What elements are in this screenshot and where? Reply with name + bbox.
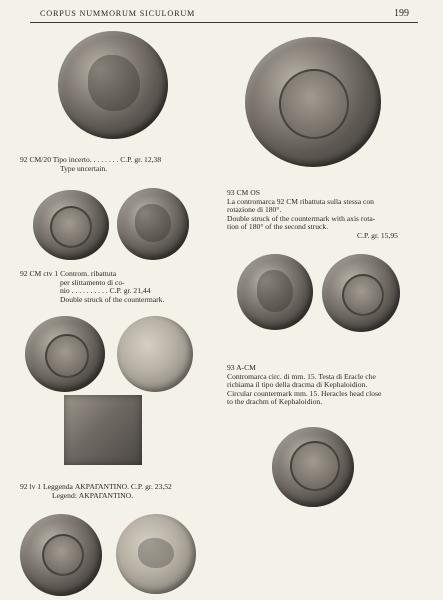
caption-92lv [20,483,172,500]
caption-line: to the drachm of Kephaloidion. [227,397,323,407]
caption-line: 93 CM OS [227,188,260,197]
caption-line: Type uncertain. [60,163,108,173]
caption-line: 92 lv 1 Leggenda ΑΚΡΑΓΑΝΤΙΝΟ. C.P. gr. 23,52 [20,482,172,491]
caption-93cmos [227,189,398,241]
caption-93acm [227,364,381,407]
coin-92cm20 [58,31,168,139]
caption-line: Legend: ΑΚΡΑΓΑΝΤΙΝΟ. [52,490,133,500]
coin-row3-right [117,316,193,392]
caption-line: 92 CM/20 Tipo incerto. . . . . . . . C.P. gr. 12,38 [20,155,162,164]
caption-line: Double struck of the countermark with axis rota- [227,213,376,223]
page-number: 199 [394,8,409,19]
caption-line: La contromarca 92 CM ribattuta sulla stessa con [227,196,374,206]
coin-row3-left [25,316,105,392]
caption-line: rotazione di 180°. [227,205,282,215]
coin-92lv-obverse [20,514,102,596]
coin-92lv-reverse [116,514,196,594]
running-header-title: CORPUS NUMMORUM SICULORUM [40,9,196,18]
countermark-enlargement [64,395,142,465]
coin-92cmctv-obverse [33,190,109,260]
caption-line: Circular countermark mm. 15. Heracles head close [227,388,382,398]
caption-line: C.P. gr. 15,95 [357,230,398,240]
coin-92cmctv-reverse [117,188,189,260]
header-rule [30,22,418,23]
caption-92cm20 [20,156,161,173]
caption-line: nio . . . . . . . . . . C.P. gr. 21,44 [60,286,151,296]
coin-93cmos-obverse [237,254,313,330]
caption-line: 93 A-CM [227,363,256,372]
caption-line: tion of 180° of the second struck. [227,222,329,232]
coin-93cmos-reverse [322,254,400,332]
caption-line: 92 CM ctv 1 Controm. ribattuta [20,269,117,278]
caption-92cmctv [20,270,164,304]
coin-93acm [272,427,354,507]
caption-line: richiama il tipo della dracma di Kephaloidion. [227,380,368,390]
caption-line: Double struck of the countermark. [60,294,165,304]
coin-93cmos [245,37,381,167]
caption-line: Contromarca circ. di mm. 15. Testa di Eracle che [227,371,376,381]
caption-line: per slittamento di co- [60,277,125,287]
